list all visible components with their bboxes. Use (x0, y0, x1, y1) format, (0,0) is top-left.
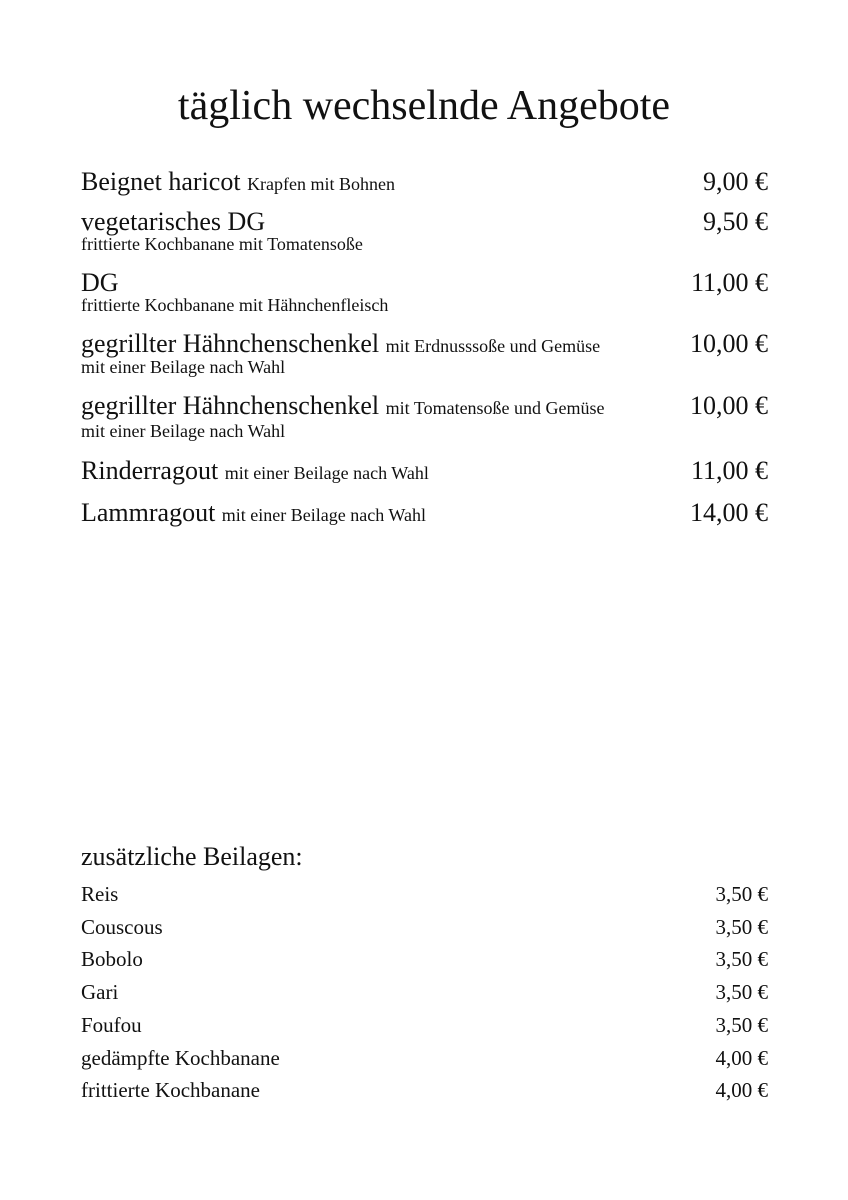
side-dish-price: 4,00 € (715, 1078, 768, 1103)
offer-description: Krapfen mit Bohnen (247, 174, 396, 194)
side-dish-price: 3,50 € (715, 882, 768, 906)
side-dish-row (81, 911, 768, 944)
offer-price: 11,00 € (690, 268, 768, 297)
side-dish-price: 4,00 € (715, 1045, 768, 1070)
offer-price: 11,00 € (690, 456, 768, 485)
side-dish-name: Bobolo (81, 947, 143, 972)
side-dish-row (81, 943, 768, 976)
offer-name: vegetarisches DG (81, 207, 266, 236)
offer-price: 10,00 € (690, 391, 768, 420)
offer-name: Lammragout (81, 498, 216, 527)
side-dish-name: gedämpfte Kochbanane (81, 1045, 280, 1070)
offer-description: frittierte Kochbanane mit Tomatensoße (81, 234, 363, 254)
side-dish-price: 3,50 € (715, 980, 768, 1005)
offer-description: mit Tomatensoße und Gemüse (385, 398, 605, 418)
offer-description: mit einer Beilage nach Wahl (221, 505, 426, 525)
side-dish-price: 3,50 € (715, 947, 768, 972)
offer-name: Beignet haricot (81, 167, 241, 196)
side-dish-price: 3,50 € (715, 1012, 768, 1037)
offer-price: 9,50 € (703, 207, 768, 236)
offer-name: gegrillter Hähnchenschenkel (81, 329, 380, 358)
offer-description-line: mit einer Beilage nach Wahl (81, 421, 286, 441)
offer-price: 14,00 € (690, 498, 768, 527)
side-dish-name: Gari (81, 980, 119, 1005)
offer-item (81, 164, 768, 204)
offer-description: mit einer Beilage nach Wahl (224, 463, 429, 483)
daily-offers-list (81, 164, 768, 535)
side-dish-name: Couscous (81, 914, 163, 939)
offer-price: 10,00 € (690, 329, 768, 358)
offer-item (81, 453, 768, 495)
side-dish-name: Foufou (81, 1012, 142, 1037)
offer-item (81, 326, 768, 388)
side-dish-row (81, 976, 768, 1009)
offer-item (81, 265, 768, 326)
offer-item (81, 495, 768, 535)
offer-name: gegrillter Hähnchenschenkel (81, 391, 380, 420)
side-dish-name: Reis (81, 882, 119, 906)
side-dish-row (81, 1009, 768, 1042)
page-title: täglich wechselnde Angebote (177, 83, 671, 129)
side-dish-price: 3,50 € (715, 914, 768, 939)
offer-description: mit Erdnusssoße und Gemüse (385, 336, 601, 356)
offer-description-line: mit einer Beilage nach Wahl (81, 357, 286, 377)
side-dish-row (81, 1042, 768, 1075)
offer-description: frittierte Kochbanane mit Hähnchenfleisch (81, 295, 389, 315)
side-dishes-section (81, 838, 768, 1107)
side-dishes-heading: zusätzliche Beilagen: (81, 842, 303, 871)
offer-price: 9,00 € (703, 167, 768, 196)
offer-name: Rinderragout (81, 456, 219, 485)
offer-item (81, 204, 768, 265)
side-dish-row (81, 878, 768, 911)
offer-item (81, 388, 768, 453)
offer-name: DG (81, 268, 119, 297)
side-dish-name: frittierte Kochbanane (81, 1078, 260, 1103)
side-dish-row (81, 1074, 768, 1107)
